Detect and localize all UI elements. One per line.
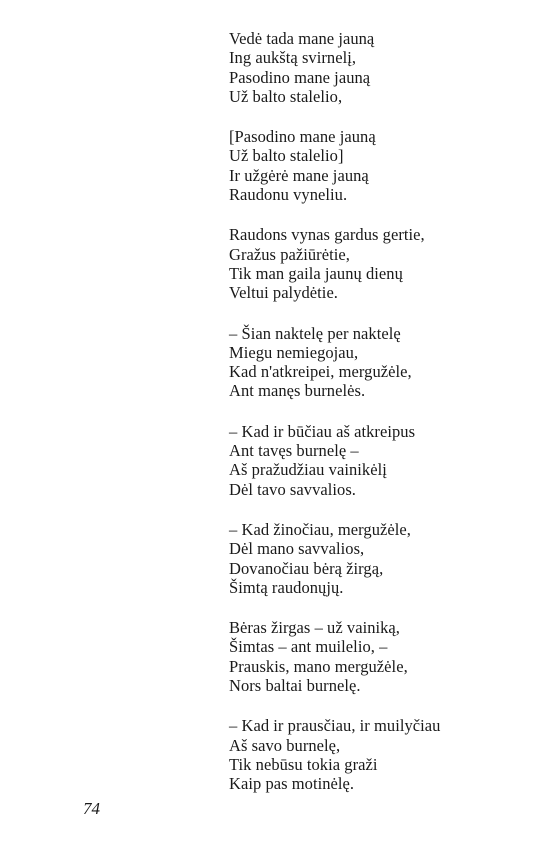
poem-line: Tik nebūsu tokia graži (229, 754, 378, 774)
stanza-5 (229, 422, 549, 499)
poem-line: Tik man gaila jaunų dienų (229, 263, 403, 283)
poem-line: Ir užgėrė mane jauną (229, 165, 369, 185)
poem-line: Kaip pas motinėlę. (229, 774, 355, 794)
stanza-2 (229, 127, 549, 204)
poem-line: Gražus pažiūrėtie, (229, 244, 350, 264)
poem-line: Veltui palydėtie. (229, 283, 338, 303)
poem-line: Dėl mano savvalios, (229, 539, 365, 559)
poem-line: – Kad ir prausčiau, ir muilyčiau (229, 716, 441, 736)
stanza-4 (229, 324, 549, 401)
stanza-3 (229, 225, 549, 302)
poem-line: Aš pražudžiau vainikėlį (229, 460, 387, 480)
poem-line: Dėl tavo savvalios. (229, 479, 356, 499)
poem-line: Miegu nemiegojau, (229, 342, 359, 362)
poem-line: Vedė tada mane jauną (229, 29, 375, 48)
poem-line: Prauskis, mano mergužėle, (229, 656, 408, 676)
stanza-7 (229, 618, 549, 695)
poem-line: Ing aukštą svirnelį, (229, 48, 357, 68)
poem-line: Dovanočiau bėrą žirgą, (229, 558, 384, 578)
poem-line: – Kad ir būčiau aš atkreipus (229, 421, 416, 441)
stanza-6 (229, 520, 549, 597)
poem-line: Nors baltai burnelę. (229, 676, 361, 696)
stanza-8 (229, 716, 549, 793)
poem-line: – Šian naktelę per naktelę (229, 323, 401, 343)
poem-line: Ant tavęs burnelę – (229, 441, 359, 461)
poem-line: Raudons vynas gardus gertie, (229, 225, 425, 245)
stanza-1 (229, 29, 549, 106)
poem-line: Kad n'atkreipei, mergužėle, (229, 362, 412, 382)
poem-line: [Pasodino mane jauną (229, 127, 376, 147)
poem-line: Už balto stalelio] (229, 146, 344, 166)
page-number: 74 (83, 799, 100, 818)
poem-line: Pasodino mane jauną (229, 67, 371, 87)
poem-line: Šimtas – ant muilelio, – (229, 637, 388, 657)
poem-line: Už balto stalelio, (229, 86, 343, 106)
poem-line: Raudonu vyneliu. (229, 185, 348, 205)
poem-line: Ant manęs burnelės. (229, 381, 366, 401)
poem-line: Šimtą raudonųjų. (229, 577, 344, 597)
poem-line: Bėras žirgas – už vainiką, (229, 618, 400, 638)
poem-line: Aš savo burnelę, (229, 735, 341, 755)
poem-line: – Kad žinočiau, mergužėle, (229, 519, 411, 539)
poem-text (229, 29, 549, 815)
